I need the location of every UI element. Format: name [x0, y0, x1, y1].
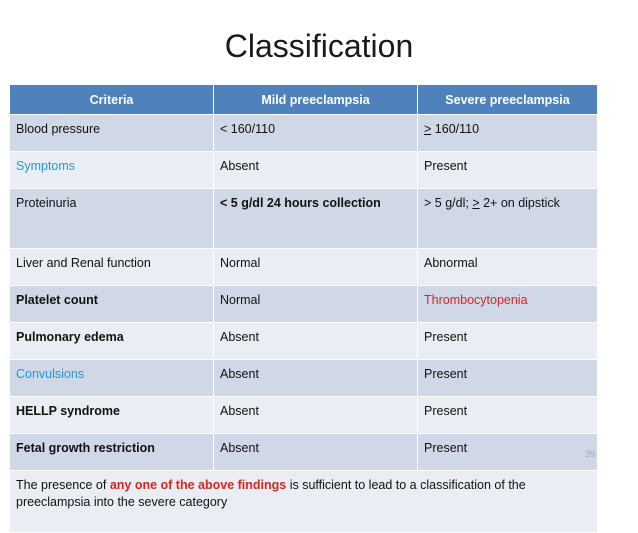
table-row — [10, 249, 598, 286]
mild-cell: < 5 g/dl 24 hours collection — [214, 189, 418, 249]
severe-cell: Present — [418, 152, 598, 189]
page-number: 39 — [585, 449, 596, 459]
severe-cell: Present — [418, 323, 598, 360]
table-note-row — [10, 471, 598, 533]
mild-cell: Normal — [214, 286, 418, 323]
classification-table — [9, 84, 598, 533]
criteria-cell: Convulsions — [10, 360, 214, 397]
table-row — [10, 152, 598, 189]
slide-title: Classification — [224, 28, 414, 64]
table-header-row — [10, 85, 598, 115]
table-row — [10, 115, 598, 152]
note-cell — [10, 471, 598, 533]
severe-cell — [418, 189, 598, 249]
header-criteria: Criteria — [10, 85, 214, 115]
criteria-cell: Proteinuria — [10, 189, 214, 249]
criteria-cell: Fetal growth restriction — [10, 434, 214, 471]
table-row — [10, 189, 598, 249]
table-row — [10, 360, 598, 397]
note-text-end: is sufficient to lead to a classification of the preeclampsia into the severe category — [16, 478, 526, 509]
criteria-cell: Blood pressure — [10, 115, 214, 152]
severe-cell: Abnormal — [418, 249, 598, 286]
criteria-cell: Platelet count — [10, 286, 214, 323]
header-mild: Mild preeclampsia — [214, 85, 418, 115]
mild-cell: < 160/110 — [214, 115, 418, 152]
table-row — [10, 434, 598, 471]
severe-value-post: 2+ on dipstick — [479, 196, 560, 210]
criteria-cell: HELLP syndrome — [10, 397, 214, 434]
severe-cell: Present — [418, 397, 598, 434]
mild-cell: Absent — [214, 434, 418, 471]
criteria-cell: Symptoms — [10, 152, 214, 189]
mild-cell: Absent — [214, 323, 418, 360]
severe-value-pre: > 5 g/dl; — [424, 196, 473, 210]
mild-cell: Absent — [214, 360, 418, 397]
severe-value: 160/110 — [431, 122, 480, 136]
note-highlight: any one of the above findings — [109, 478, 287, 492]
mild-cell: Absent — [214, 397, 418, 434]
severe-cell: Thrombocytopenia — [418, 286, 598, 323]
mild-cell: Normal — [214, 249, 418, 286]
table-row — [10, 286, 598, 323]
table-row — [10, 397, 598, 434]
severe-cell: Present — [418, 360, 598, 397]
greater-equal-symbol: > — [424, 122, 432, 136]
severe-cell — [418, 115, 598, 152]
severe-cell: Present — [418, 434, 598, 471]
header-severe: Severe preeclampsia — [418, 85, 598, 115]
table-row — [10, 323, 598, 360]
greater-equal-symbol: > — [472, 196, 480, 210]
criteria-cell: Pulmonary edema — [10, 323, 214, 360]
mild-cell: Absent — [214, 152, 418, 189]
criteria-cell: Liver and Renal function — [10, 249, 214, 286]
note-text-start: The presence of — [16, 478, 110, 492]
